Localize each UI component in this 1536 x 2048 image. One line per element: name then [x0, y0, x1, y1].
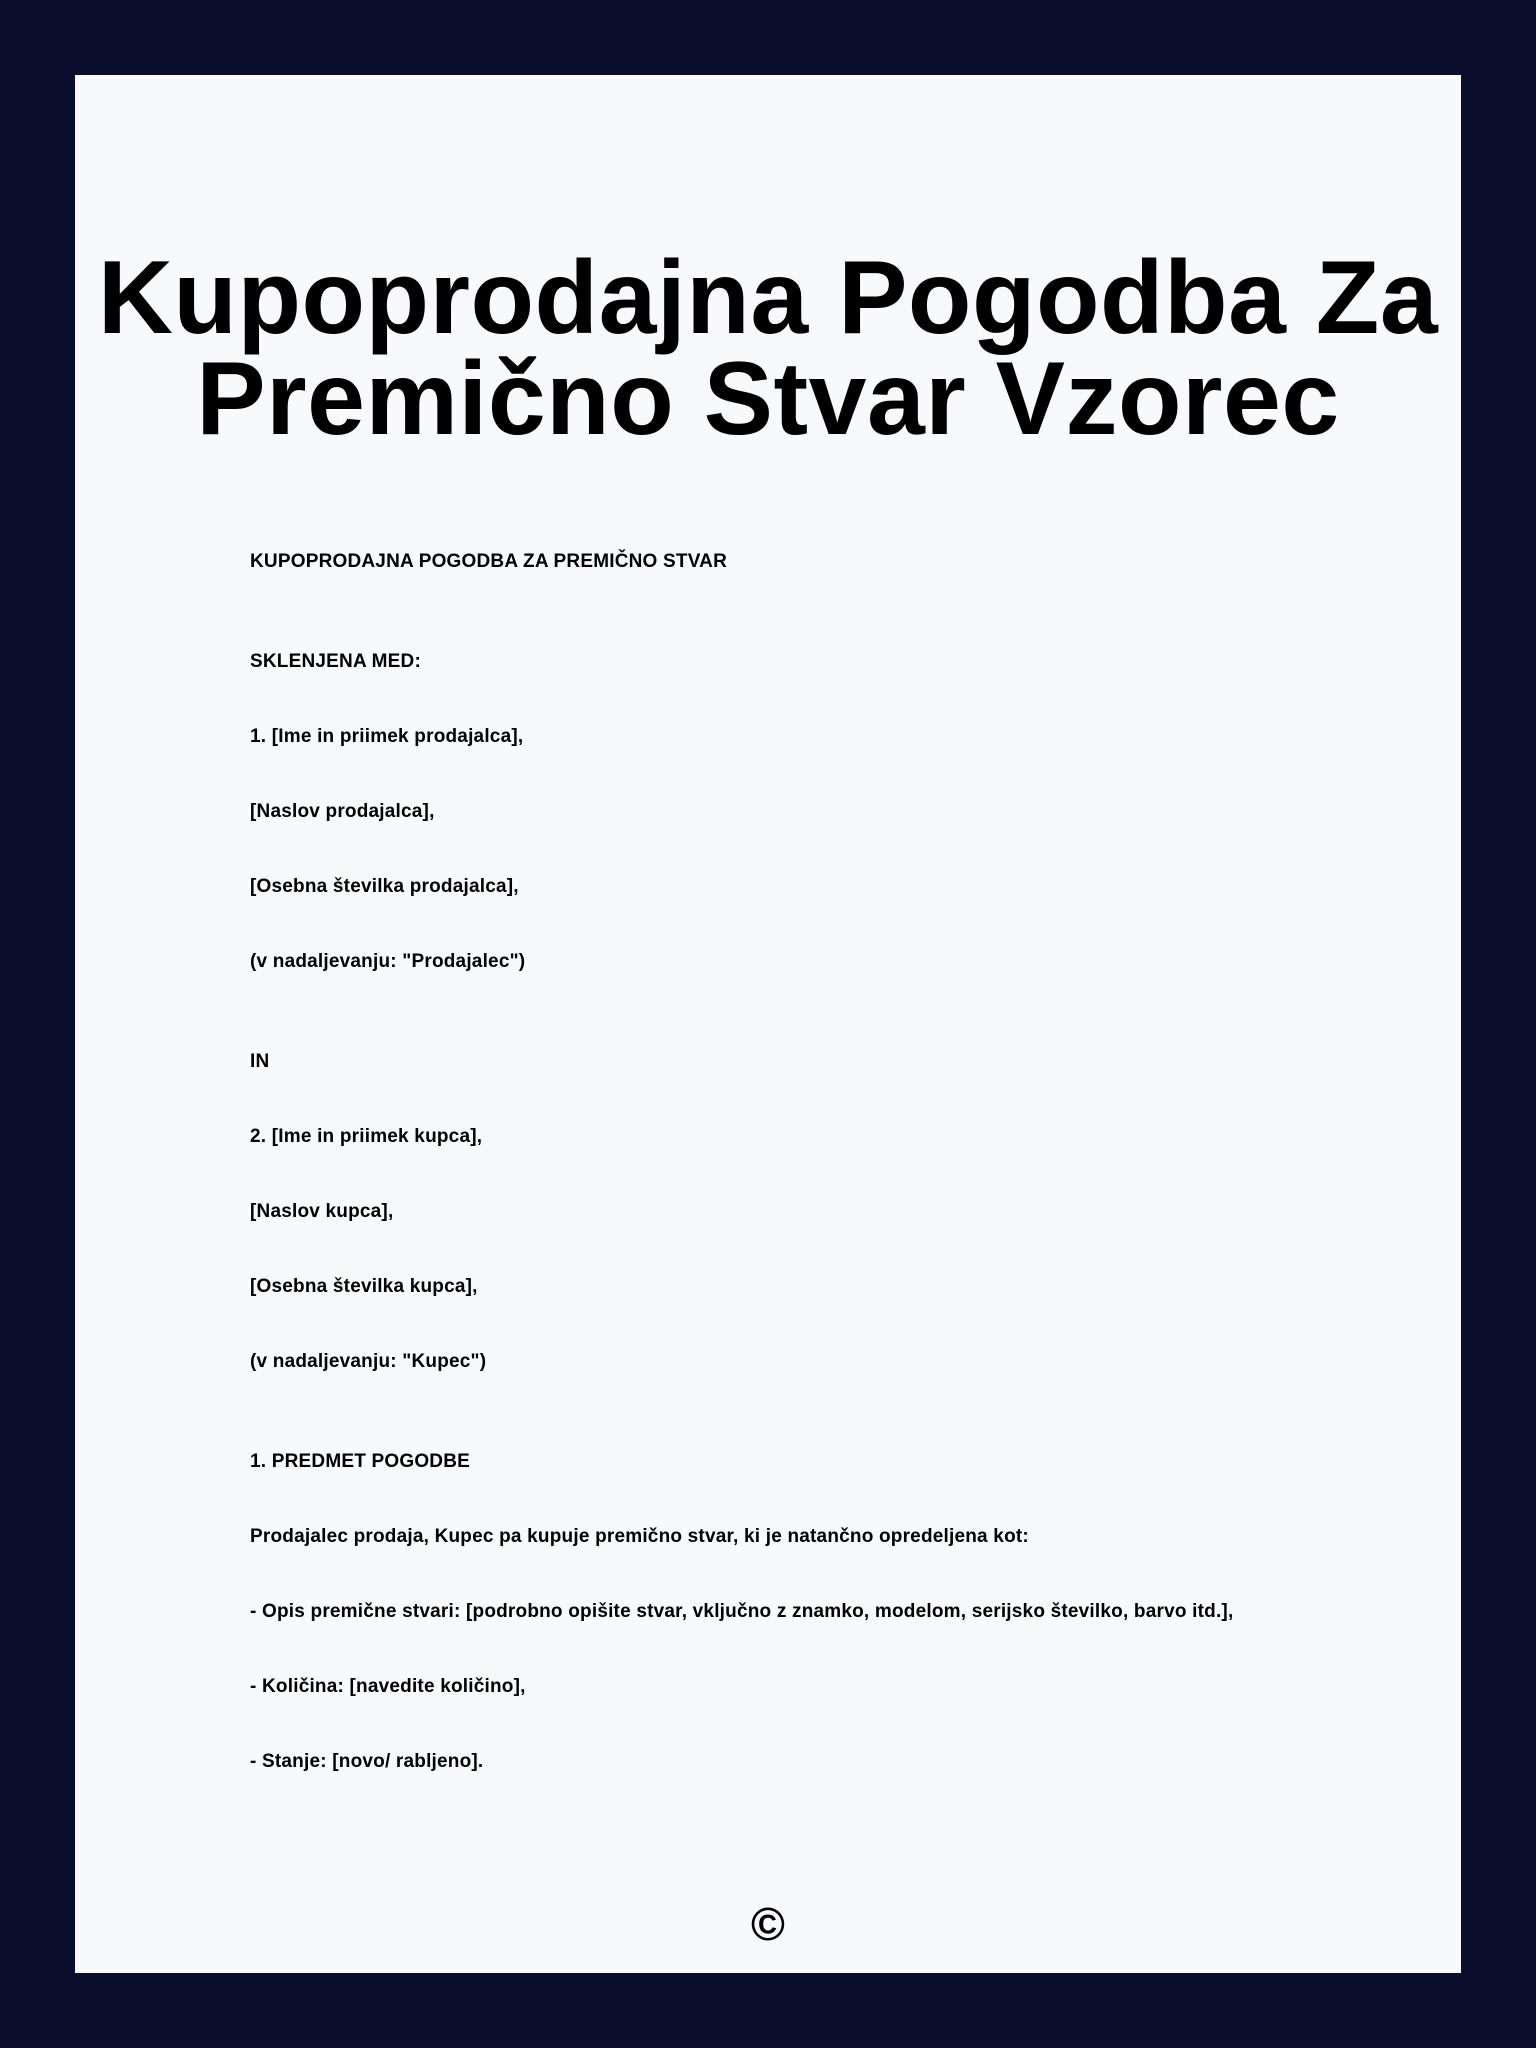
- subject-intro: Prodajalec prodaja, Kupec pa kupuje premično stvar, ki je natančno opredeljena kot:: [250, 1526, 1029, 1547]
- contract-heading: KUPOPRODAJNA POGODBA ZA PREMIČNO STVAR: [250, 551, 727, 572]
- buyer-address: [Naslov kupca],: [250, 1201, 394, 1222]
- document-title: [75, 240, 1461, 457]
- seller-name: 1. [Ime in priimek prodajalca],: [250, 726, 524, 747]
- seller-address: [Naslov prodajalca],: [250, 801, 435, 822]
- and-separator: IN: [250, 1051, 270, 1072]
- item-condition: - Stanje: [novo/ rabljeno].: [250, 1751, 484, 1772]
- document-page: [75, 75, 1461, 1973]
- parties-heading: SKLENJENA MED:: [250, 651, 421, 672]
- section-heading: 1. PREDMET POGODBE: [250, 1451, 471, 1472]
- copyright-icon: ©: [751, 1898, 785, 1950]
- title-line-2: Premično Stvar Vzorec: [196, 341, 1340, 457]
- title-line-1: Kupoprodajna Pogodba Za: [97, 240, 1439, 356]
- seller-definition: (v nadaljevanju: "Prodajalec"): [250, 951, 526, 972]
- item-quantity: - Količina: [navedite količino],: [250, 1676, 526, 1697]
- buyer-definition: (v nadaljevanju: "Kupec"): [250, 1351, 487, 1372]
- buyer-id: [Osebna številka kupca],: [250, 1276, 478, 1297]
- seller-id: [Osebna številka prodajalca],: [250, 876, 519, 897]
- item-description: - Opis premične stvari: [podrobno opišite stvar, vključno z znamko, modelom, serijsko številko, barvo itd.],: [250, 1601, 1234, 1622]
- buyer-name: 2. [Ime in priimek kupca],: [250, 1126, 483, 1147]
